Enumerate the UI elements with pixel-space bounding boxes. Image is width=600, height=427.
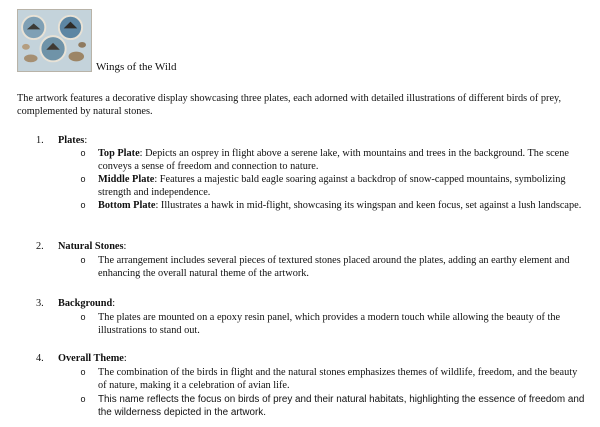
bullet-icon: o <box>80 367 86 377</box>
section-title: Background: <box>58 298 116 309</box>
bullet-icon: o <box>80 148 86 158</box>
artwork-image <box>18 10 91 71</box>
bullet-text: The plates are mounted on a epoxy resin panel, which provides a modern touch while allowing the beauty of the illustrations to stand out. <box>98 312 561 336</box>
section-title: Plates: <box>58 135 88 146</box>
bullet-text: The combination of the birds in flight and the natural stones emphasizes themes of wildlife, freedom, and the beauty of nature, making it a celebration of avian life. <box>98 367 578 391</box>
section-title: Overall Theme: <box>58 353 127 364</box>
section-title: Natural Stones: <box>58 241 127 252</box>
bullet-icon: o <box>80 255 86 265</box>
bullet-lead: Bottom Plate <box>98 200 156 211</box>
bullet-icon: o <box>80 312 86 322</box>
document-title: Wings of the Wild <box>96 61 177 73</box>
section-number: 3. <box>36 298 44 309</box>
section-number: 1. <box>36 135 44 146</box>
bullet-text: The arrangement includes several pieces of textured stones placed around the plates, adding an earthy element and enhancing the overall natural theme of the artwork. <box>98 255 570 279</box>
bullet-text: : Depicts an osprey in flight above a serene lake, with mountains and trees in the background. The scene conveys a sense of freedom and connection to nature. <box>98 148 569 172</box>
bullet-lead: Top Plate <box>98 148 140 159</box>
section-number: 2. <box>36 241 44 252</box>
section-number: 4. <box>36 353 44 364</box>
bullet-text: : Features a majestic bald eagle soaring against a backdrop of snow-capped mountains, symbolizing strength and independence. <box>98 174 566 198</box>
artwork-thumbnail <box>17 9 92 72</box>
bullet-icon: o <box>80 394 86 404</box>
bullet-lead: Middle Plate <box>98 174 155 185</box>
bullet-text: : Illustrates a hawk in mid-flight, showcasing its wingspan and keen focus, set against a lush landscape. <box>155 200 582 211</box>
intro-paragraph: The artwork features a decorative display showcasing three plates, each adorned with detailed illustrations of different birds of prey, complemented by natural stones. <box>17 93 562 117</box>
bullet-icon: o <box>80 174 86 184</box>
bullet-icon: o <box>80 200 86 210</box>
bullet-text: This name reflects the focus on birds of prey and their natural habitats, highlighting the essence of freedom and the wilderness depicted in the artwork. <box>98 394 585 418</box>
